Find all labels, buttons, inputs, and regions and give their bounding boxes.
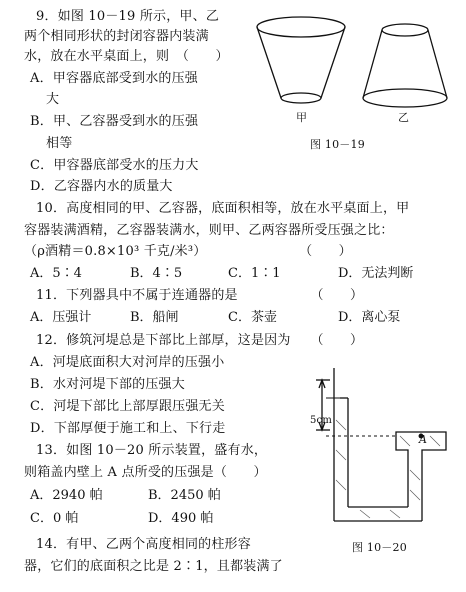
q10-line1: 10．高度相同的甲、乙容器，底面积相等，放在水平桌面上，甲 (36, 201, 410, 216)
q9-option-a-cont: 大 (46, 92, 60, 107)
q14-line1: 14．有甲、乙两个高度相同的柱形容 (36, 537, 251, 552)
q11-option-a: A．压强计 (30, 310, 92, 325)
q10-option-d: D．无法判断 (338, 266, 414, 281)
figure-10-19-caption: 图 10－19 (310, 138, 365, 151)
q13-line1: 13．如图 10－20 所示装置，盛有水， (36, 443, 268, 458)
q13-option-a: A．2940 帕 (30, 488, 103, 503)
q11-option-d: D．离心泵 (338, 310, 401, 325)
q10-option-a: A．5∶4 (30, 266, 82, 281)
q12-option-d: D．下部厚便于施工和上、下行走 (30, 421, 226, 436)
q12-line1: 12．修筑河堤总是下部比上部厚，这是因为 （ ） (36, 333, 364, 348)
q11-option-b: B．船闸 (130, 310, 179, 325)
q12-option-c: C．河堤下部比上部厚跟压强无关 (30, 399, 225, 414)
q9-option-c: C．甲容器底部受水的压力大 (30, 158, 199, 173)
q13-option-b: B．2450 帕 (148, 488, 221, 503)
figure-10-20-dim-label: 5cm (310, 415, 333, 426)
q9-option-b: B．甲、乙容器受到水的压强 (30, 114, 199, 129)
q11-option-c: C．茶壶 (228, 310, 277, 325)
q9-line3: 水，放在水平桌面上，则 （ ） (24, 49, 229, 64)
q12-option-b: B．水对河堤下部的压强大 (30, 377, 185, 392)
figure-10-19-label-jia: 甲 (296, 111, 308, 124)
q13-option-c: C．0 帕 (30, 511, 79, 526)
q10-line2: 容器装满酒精，乙容器装满水，则甲、乙两容器所受压强之比： (24, 223, 394, 238)
q10-option-b: B．4∶5 (130, 266, 183, 281)
q13-line2: 则箱盖内壁上 A 点所受的压强是（ ） (24, 465, 267, 480)
figure-10-20-point-label: A (419, 433, 428, 446)
q10-option-c: C．1∶1 (228, 266, 281, 281)
q9-line2: 两个相同形状的封闭容器内装满 (24, 29, 209, 44)
q14-line2: 器，它们的底面积之比是 2∶1，且都装满了 (24, 559, 283, 574)
q9-line1: 9．如图 10－19 所示，甲、乙 (36, 9, 220, 24)
figure-10-20-caption: 图 10－20 (352, 541, 407, 554)
q11-line1: 11．下列器具中不属于连通器的是 （ ） (36, 288, 364, 303)
q9-option-b-cont: 相等 (46, 136, 73, 151)
q13-option-d: D．490 帕 (148, 511, 214, 526)
figure-10-19-label-yi: 乙 (398, 111, 410, 124)
q9-option-a: A．甲容器底部受到水的压强 (30, 71, 198, 86)
q10-line3: （ρ酒精＝0.8×10³ 千克/米³） （ ） (24, 244, 352, 259)
q9-option-d: D．乙容器内水的质量大 (30, 179, 173, 194)
q12-option-a: A．河堤底面积大对河岸的压强小 (30, 355, 225, 370)
